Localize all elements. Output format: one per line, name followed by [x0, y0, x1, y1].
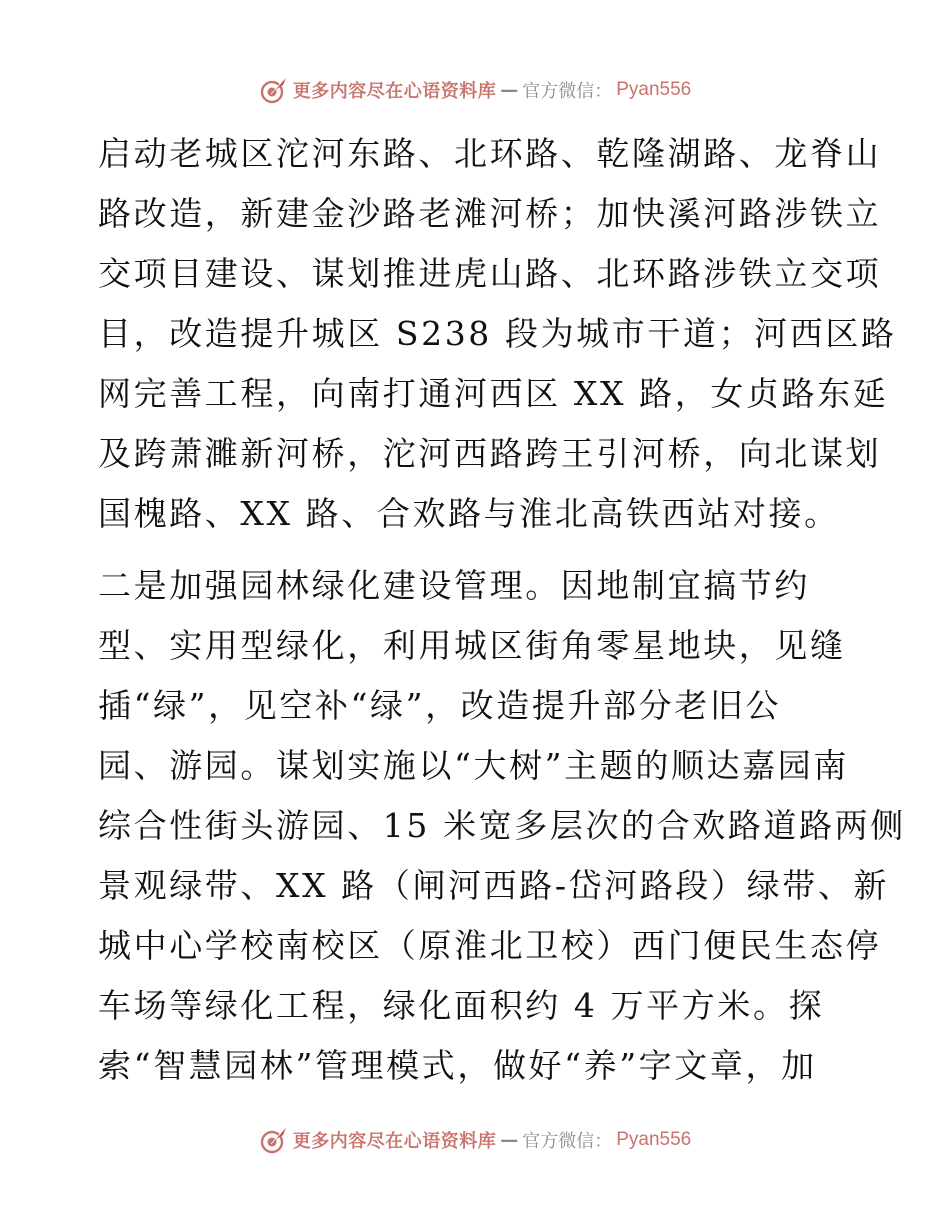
text-line: 及跨萧濉新河桥，沱河西路跨王引河桥，向北谋划: [98, 434, 882, 473]
document-body: [98, 124, 906, 1096]
watermark-brand-text: 更多内容尽在心语资料库: [292, 1131, 497, 1152]
text-line: 交项目建设、谋划推进虎山路、北环路涉铁立交项: [98, 254, 882, 293]
text-line: 路改造，新建金沙路老滩河桥；加快溪河路涉铁立: [98, 194, 882, 233]
watermark-contact-label: 官方微信：: [522, 81, 613, 102]
watermark-contact-label: 官方微信：: [522, 1131, 613, 1152]
quill-logo-icon: [259, 1125, 289, 1155]
text-line: 景观绿带、XX 路（闸河西路-岱河路段）绿带、新: [98, 866, 890, 905]
text-line: 综合性街头游园、15 米宽多层次的合欢路道路两侧: [98, 806, 906, 845]
watermark-separator: —: [500, 79, 519, 101]
text-line: 目，改造提升城区 S238 段为城市干道；河西区路: [98, 314, 897, 353]
footer-watermark: [0, 1122, 950, 1158]
watermark-separator: —: [500, 1129, 519, 1151]
text-line: 车场等绿化工程，绿化面积约 4 万平方米。探: [98, 986, 825, 1025]
text-line: 国槐路、XX 路、合欢路与淮北高铁西站对接。: [98, 494, 840, 533]
text-line: 网完善工程，向南打通河西区 XX 路，女贞路东延: [98, 374, 889, 413]
watermark-contact-id: Pyan556: [616, 79, 692, 100]
text-line: 二是加强园林绿化建设管理。因地制宜搞节约: [98, 566, 810, 605]
text-line: 索“智慧园林”管理模式，做好“养”字文章，加: [98, 1046, 817, 1085]
watermark-contact-id: Pyan556: [616, 1129, 692, 1150]
text-line: 型、实用型绿化，利用城区街角零星地块，见缝: [98, 626, 846, 665]
paragraph-road-projects: [98, 124, 897, 544]
text-line: 城中心学校南校区（原淮北卫校）西门便民生态停: [98, 926, 882, 965]
watermark-brand-text: 更多内容尽在心语资料库: [292, 81, 497, 102]
header-watermark: [0, 72, 950, 108]
paragraph-gap: [98, 544, 858, 556]
text-line: 园、游园。谋划实施以“大树”主题的顺达嘉园南: [98, 746, 849, 785]
quill-logo-icon: [259, 75, 289, 105]
text-line: 启动老城区沱河东路、北环路、乾隆湖路、龙脊山: [98, 134, 882, 173]
text-line: 插“绿”，见空补“绿”，改造提升部分老旧公: [98, 686, 782, 725]
paragraph-landscaping: [98, 556, 906, 1096]
